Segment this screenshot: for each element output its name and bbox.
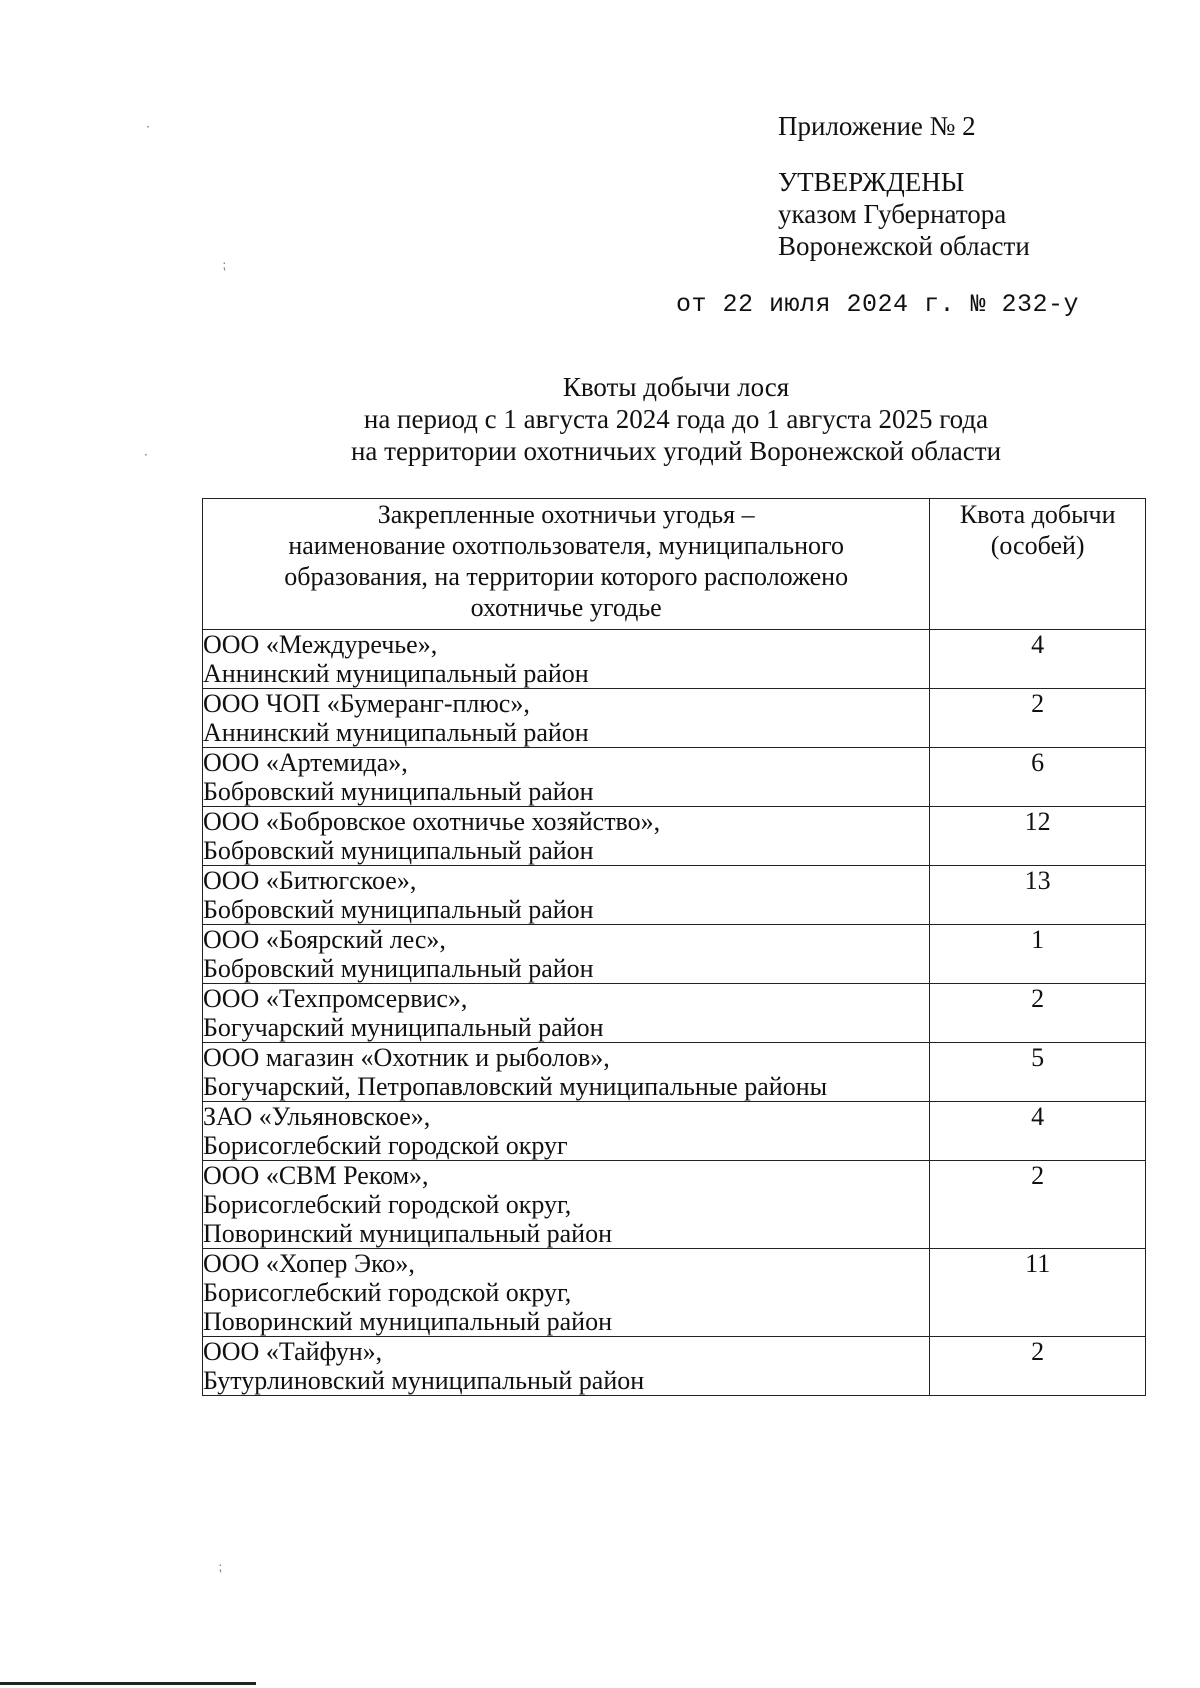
hunting-ground-line: Поворинский муниципальный район [203,1307,612,1336]
quota-value-cell: 5 [930,1043,1146,1102]
title-line-2: на период с 1 августа 2024 года до 1 августа 2025 года [363,404,989,434]
quota-table [202,498,1146,1396]
hunting-ground-line: ООО «Хопер Эко», [203,1249,415,1278]
hunting-ground-line: ЗАО «Ульяновское», [203,1102,431,1131]
title-line-3: на территории охотничьих угодий Воронежской области [350,436,1002,466]
column-header-line: (особей) [990,531,1085,560]
table-row [203,807,1146,866]
hunting-ground-cell [203,630,930,689]
hunting-ground-cell [203,748,930,807]
scan-speck: ⁏ [218,1560,223,1574]
quota-value-cell: 2 [930,984,1146,1043]
hunting-ground-line: ООО ЧОП «Бумеранг-плюс», [203,689,530,718]
table-row [203,1102,1146,1161]
scan-edge-line [0,1682,256,1685]
column-header-line: образования, на территории которого расположено [284,562,849,591]
table-row [203,630,1146,689]
hunting-ground-cell [203,1161,930,1249]
hunting-ground-line: ООО «Техпромсервис», [203,984,468,1013]
table-row [203,925,1146,984]
hunting-ground-cell [203,1043,930,1102]
hunting-ground-line: ООО «Битюгское», [203,866,417,895]
hunting-ground-cell [203,689,930,748]
table-row [203,1043,1146,1102]
column-header-line: наименование охотпользователя, муниципального [288,531,845,560]
hunting-ground-line: Борисоглебский городской округ, [203,1278,572,1307]
quota-value-cell: 4 [930,1102,1146,1161]
hunting-ground-cell [203,866,930,925]
quota-value-cell: 2 [930,689,1146,748]
column-header-quota [930,499,1146,630]
table-header-row [203,499,1146,630]
quota-value-cell: 6 [930,748,1146,807]
quota-value-cell: 13 [930,866,1146,925]
hunting-ground-cell [203,1337,930,1396]
hunting-ground-line: Бобровский муниципальный район [203,836,594,865]
hunting-ground-cell [203,807,930,866]
hunting-ground-line: Борисоглебский городской округ, [203,1190,572,1219]
hunting-ground-line: Бутурлиновский муниципальный район [203,1366,645,1395]
hunting-ground-cell [203,984,930,1043]
approved-label: УТВЕРЖДЕНЫ [778,167,965,197]
hunting-ground-cell [203,1249,930,1337]
column-header-line: Закрепленные охотничьи угодья – [377,500,755,529]
hunting-ground-cell [203,1102,930,1161]
quota-value-cell: 2 [930,1337,1146,1396]
hunting-ground-line: ООО «СВМ Реком», [203,1161,429,1190]
hunting-ground-line: Борисоглебский городской округ [203,1131,568,1160]
decree-region: Воронежской области [778,231,1030,261]
table-row [203,984,1146,1043]
hunting-ground-line: ООО магазин «Охотник и рыболов», [203,1043,610,1072]
hunting-ground-line: Бобровский муниципальный район [203,895,594,924]
table-row [203,866,1146,925]
column-header-hunting-grounds [203,499,930,630]
hunting-ground-line: ООО «Междуречье», [203,630,438,659]
scan-speck: ⁏ [222,258,227,272]
appendix-number: Приложение № 2 [778,111,976,141]
title-line-1: Квоты добычи лося [562,372,790,402]
quota-value-cell: 12 [930,807,1146,866]
hunting-ground-line: Поворинский муниципальный район [203,1219,612,1248]
hunting-ground-line: ООО «Боярский лес», [203,925,446,954]
hunting-ground-cell [203,925,930,984]
table-row [203,1249,1146,1337]
column-header-line: Квота добычи [959,500,1116,529]
hunting-ground-line: Богучарский муниципальный район [203,1013,604,1042]
hunting-ground-line: ООО «Артемида», [203,748,408,777]
quota-value-cell: 4 [930,630,1146,689]
quota-value-cell: 2 [930,1161,1146,1249]
table-row [203,689,1146,748]
scan-speck: · [146,120,150,134]
table-row [203,1337,1146,1396]
hunting-ground-line: Богучарский, Петропавловский муниципальные районы [203,1072,828,1101]
quota-table-body [203,630,1146,1396]
table-row [203,1161,1146,1249]
hunting-ground-line: ООО «Тайфун», [203,1337,383,1366]
decree-by: указом Губернатора [778,199,1007,229]
decree-date-stamp: от 22 июля 2024 г. № 232-у [676,290,1080,319]
hunting-ground-line: Бобровский муниципальный район [203,777,594,806]
scan-speck: · [144,448,148,462]
table-row [203,748,1146,807]
quota-value-cell: 11 [930,1249,1146,1337]
hunting-ground-line: Аннинский муниципальный район [203,659,589,688]
approval-header [778,110,1030,262]
column-header-line: охотничье угодье [470,593,662,622]
hunting-ground-line: Аннинский муниципальный район [203,718,589,747]
quota-value-cell: 1 [930,925,1146,984]
document-title [200,371,1152,467]
hunting-ground-line: ООО «Бобровское охотничье хозяйство», [203,807,661,836]
hunting-ground-line: Бобровский муниципальный район [203,954,594,983]
